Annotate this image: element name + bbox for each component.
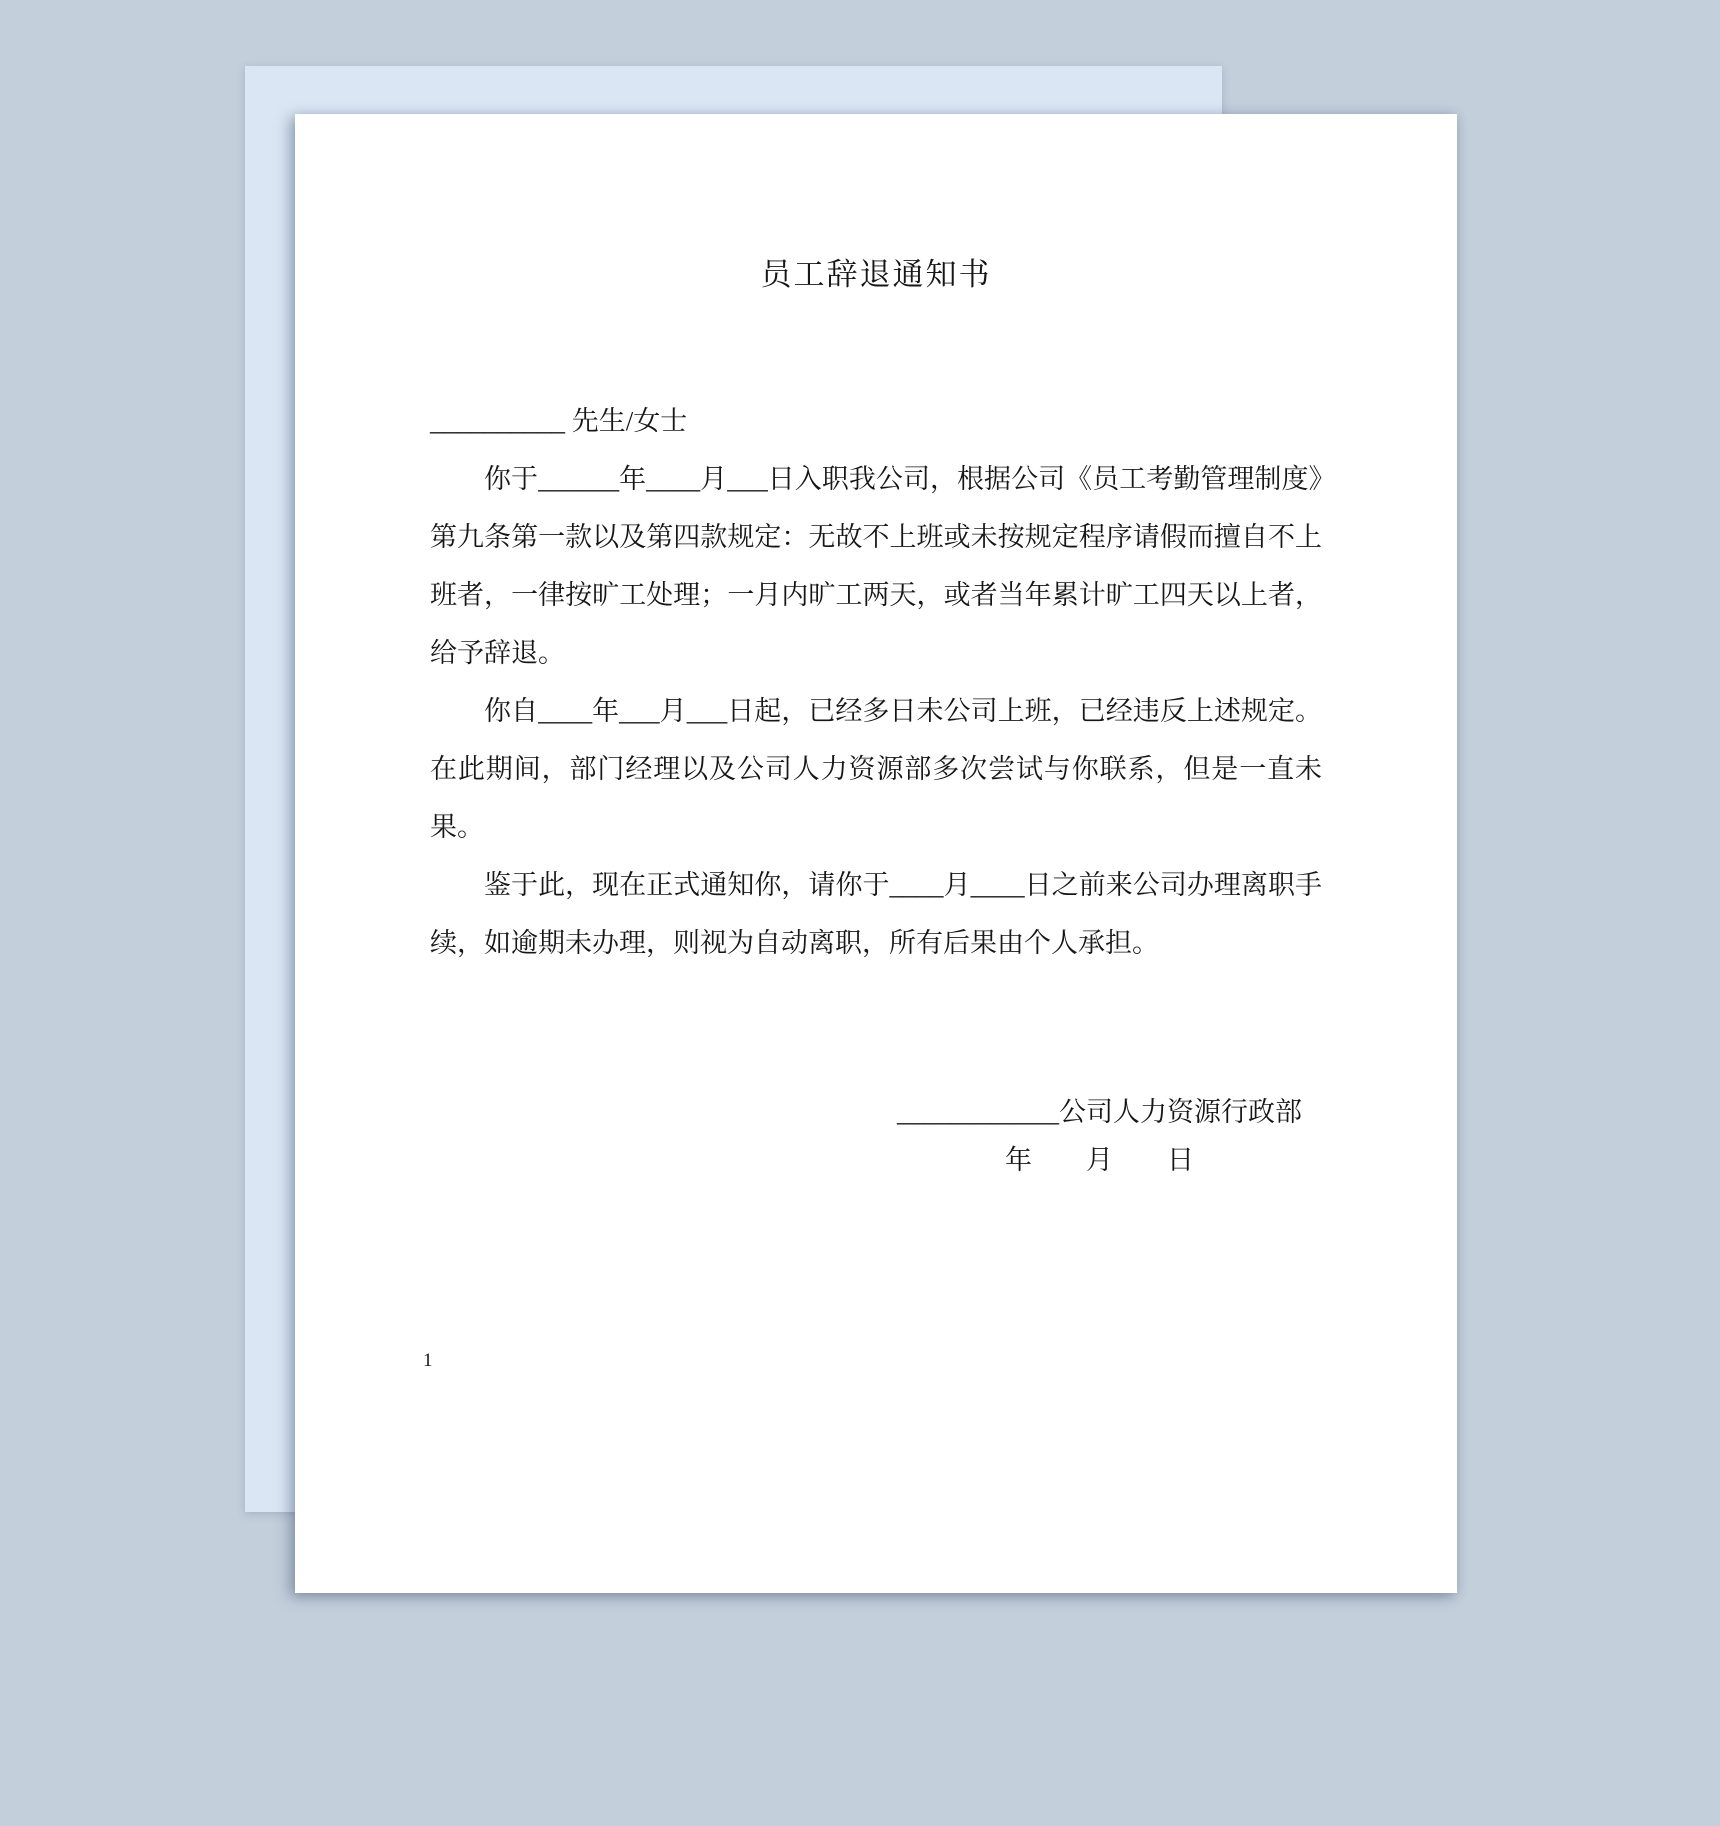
paragraph-absence-violation: 你自____年___月___日起，已经多日未公司上班，已经违反上述规定。在此期间，部门经理以及公司人力资源部多次尝试与你联系，但是一直未果。	[430, 696, 1322, 842]
signature-date-line: 年 月 日	[1005, 1145, 1194, 1175]
document-title: 员工辞退通知书	[760, 257, 992, 292]
paragraph-formal-notice: 鉴于此，现在正式通知你，请你于____月____日之前来公司办理离职手续，如逾期未办理，则视为自动离职，所有后果由个人承担。	[430, 870, 1322, 958]
paragraph-join-rule: 你于______年____月___日入职我公司，根据公司《员工考勤管理制度》第九条第一款以及第四款规定：无故不上班或未按规定程序请假而擅自不上班者，一律按旷工处理；一月内旷工两天，或者当年累计旷工四天以上者，给予辞退。	[430, 464, 1322, 668]
signature-block	[430, 1090, 1322, 1182]
salutation-line: __________ 先生/女士	[430, 406, 688, 436]
page-number: 1	[423, 1350, 433, 1371]
signature-department-line: ____________公司人力资源行政部	[897, 1097, 1302, 1127]
document-page	[295, 114, 1457, 1593]
